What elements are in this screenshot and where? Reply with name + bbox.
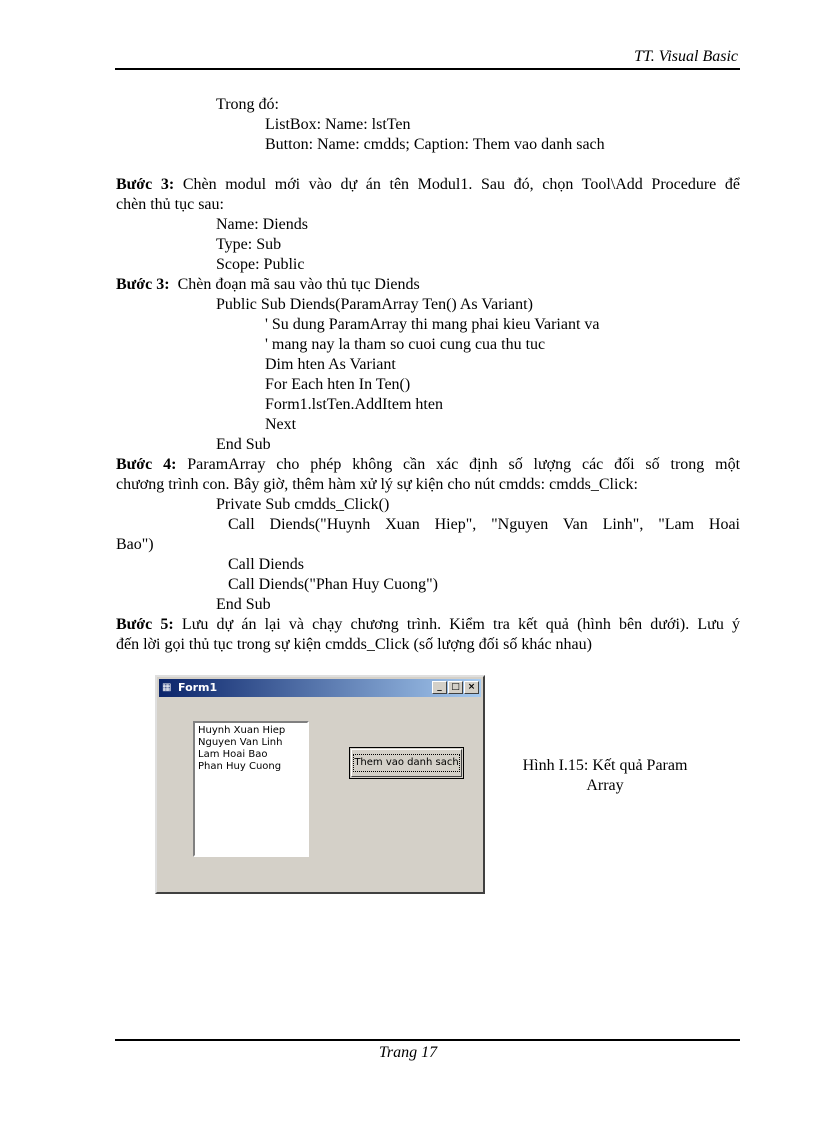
close-button[interactable]: × (464, 681, 479, 694)
proc-type: Type: Sub (216, 236, 282, 253)
code-line: Form1.lstTen.AddItem hten (265, 396, 443, 413)
step-text: Chèn đoạn mã sau vào thủ tục Diends (169, 276, 420, 293)
code-line: ' Su dung ParamArray thi mang phai kieu Variant va (265, 316, 600, 333)
code-line: End Sub (216, 596, 271, 613)
footer-rule (115, 1039, 740, 1041)
code-line: For Each hten In Ten() (265, 376, 411, 393)
code-line: Call Diends("Huynh Xuan Hiep", "Nguyen Van Linh", "Lam Hoai (228, 516, 740, 533)
window-titlebar[interactable] (159, 679, 481, 697)
header-title: TT. Visual Basic (634, 48, 738, 65)
maximize-button[interactable]: □ (448, 681, 463, 694)
step3a-line2: chèn thủ tục sau: (116, 196, 224, 213)
page-content (116, 95, 740, 655)
caption-line: Hình I.15: Kết quả Param (522, 757, 688, 774)
step3b-line (116, 275, 740, 295)
proc-name: Name: Diends (216, 216, 308, 233)
header-rule (115, 68, 740, 70)
cmdds-button[interactable] (349, 747, 464, 779)
step3a-line1 (116, 175, 740, 195)
intro-text: Trong đó: (216, 96, 279, 113)
figure-caption (505, 756, 705, 796)
step4-line2: chương trình con. Bây giờ, thêm hàm xử lý sự kiện cho nút cmdds: cmdds_Click: (116, 476, 638, 493)
form-icon: ▦ (162, 682, 172, 693)
step-label: Bước 3: (116, 276, 170, 293)
code-line: Call Diends (228, 556, 304, 573)
code-line: Public Sub Diends(ParamArray Ten() As Variant) (216, 296, 533, 313)
step-text: ParamArray cho phép không cần xác định số lượng các đối số trong một (176, 456, 741, 473)
listbox-spec: ListBox: Name: lstTen (265, 116, 411, 133)
code-line: ' mang nay la tham so cuoi cung cua thu tuc (265, 336, 546, 353)
code-line: Bao") (116, 536, 154, 553)
minimize-button[interactable]: _ (432, 681, 447, 694)
step5-line2: đến lời gọi thủ tục trong sự kiện cmdds_Click (số lượng đối số khác nhau) (116, 636, 592, 653)
code-line: Next (265, 416, 297, 433)
button-spec: Button: Name: cmdds; Caption: Them vao danh sach (265, 136, 605, 153)
list-item[interactable]: Lam Hoai Bao (198, 749, 268, 760)
step5-line1 (116, 615, 740, 635)
step-label: Bước 5: (116, 616, 174, 633)
button-caption: Them vao danh sach (353, 754, 460, 772)
lstten-listbox[interactable] (193, 721, 309, 857)
list-item[interactable]: Huynh Xuan Hiep (198, 725, 286, 736)
window-title: Form1 (178, 681, 218, 694)
step4-line1 (116, 455, 740, 475)
step-label: Bước 3: (116, 176, 175, 193)
form1-window (155, 675, 485, 894)
code-line: Dim hten As Variant (265, 356, 396, 373)
list-item[interactable]: Phan Huy Cuong (198, 761, 282, 772)
code-line: End Sub (216, 436, 271, 453)
proc-scope: Scope: Public (216, 256, 305, 273)
step-label: Bước 4: (116, 456, 177, 473)
caption-line: Array (586, 777, 624, 794)
step-text: Chèn modul mới vào dự án tên Modul1. Sau đó, chọn Tool\Add Procedure để (174, 176, 741, 193)
page-number: Trang 17 (378, 1044, 438, 1061)
code-line: Call Diends("Phan Huy Cuong") (228, 576, 438, 593)
code-line: Private Sub cmdds_Click() (216, 496, 390, 513)
list-item[interactable]: Nguyen Van Linh (198, 737, 283, 748)
step-text: Lưu dự án lại và chạy chương trình. Kiểm tra kết quả (hình bên dưới). Lưu ý (173, 616, 741, 633)
